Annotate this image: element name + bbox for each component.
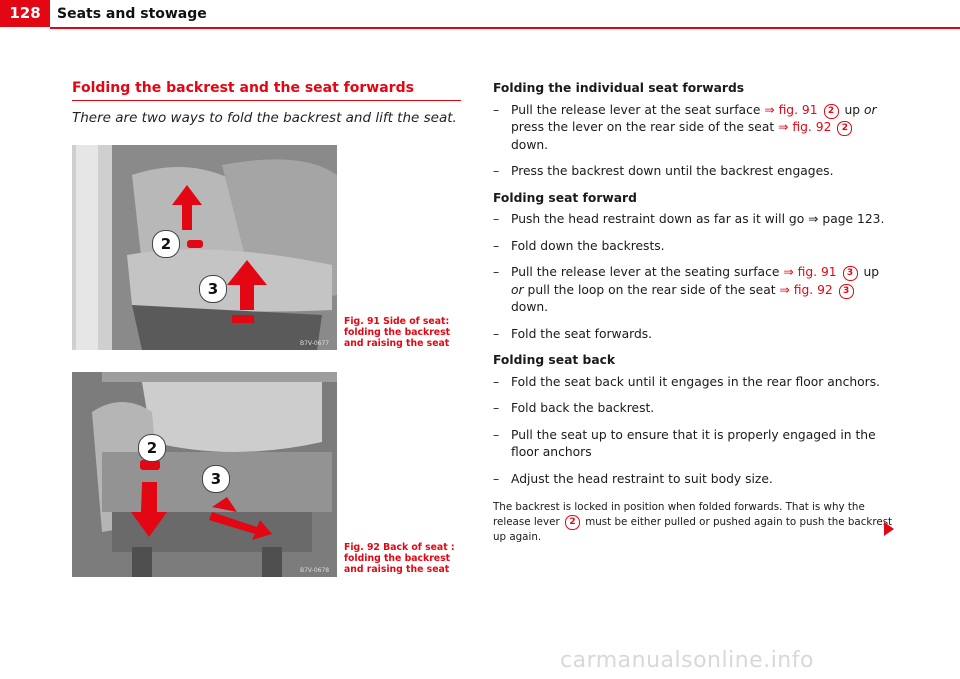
header-title: Seats and stowage: [57, 6, 207, 22]
page-link[interactable]: page 123.: [822, 212, 885, 226]
figure-92-caption: Fig. 92 Back of seat : folding the backrest and raising the seat: [344, 542, 455, 575]
callout-badge: 2: [565, 515, 580, 530]
callout-2: 2: [152, 230, 180, 258]
fig-91-link[interactable]: fig. 91: [797, 265, 837, 279]
subsection-title: Folding the individual seat forwards: [493, 81, 745, 95]
callout-2: 2: [138, 434, 166, 462]
subsection-title: Folding seat back: [493, 353, 616, 367]
step: – Pull the release lever at the seat surface ⇒ fig. 91 2 up or press the lever on the rear side of the seat ⇒ fig. 92 2 down.: [493, 102, 877, 152]
figure-91-image: [72, 145, 337, 350]
figure-92-image: [72, 372, 337, 577]
step: – Adjust the head restraint to suit body size.: [493, 471, 773, 486]
subsection-title: Folding seat forward: [493, 190, 637, 205]
callout-badge: 3: [843, 266, 858, 281]
header-rule: [50, 27, 960, 29]
figure-code: B7V-0677: [300, 340, 330, 347]
instructions-column: [493, 80, 893, 545]
fig-91-link[interactable]: fig. 91: [778, 102, 818, 117]
step: – Push the head restraint down as far as it will go ⇒ page 123.: [493, 212, 885, 226]
step: – Pull the seat up to ensure that it is properly engaged in the floor anchors: [493, 427, 876, 459]
callout-3: 3: [199, 275, 227, 303]
step: – Fold the seat forwards.: [493, 326, 653, 341]
callout-badge: 2: [837, 121, 852, 136]
note: The backrest is locked in position when folded forwards. That is why the release lever 2 must be either pulled or pushed again to push the backrest up again.: [493, 501, 893, 543]
page-number: 128: [0, 0, 50, 27]
step: – Press the backrest down until the backrest engages.: [493, 164, 834, 178]
step: – Fold down the backrests.: [493, 238, 665, 253]
step: – Fold the seat back until it engages in the rear floor anchors.: [493, 374, 881, 389]
callout-badge: 3: [839, 284, 854, 299]
continue-arrow-icon: [884, 522, 894, 536]
callout-3: 3: [202, 465, 230, 493]
step: – Fold back the backrest.: [493, 401, 655, 415]
callout-badge: 2: [824, 104, 839, 119]
step: – Pull the release lever at the seating surface ⇒ fig. 91 3 up or pull the loop on the rear side of the seat ⇒ fig. 92 3 down.: [493, 265, 880, 314]
fig-92-link[interactable]: fig. 92: [792, 120, 832, 134]
figure-code: B7V-0678: [300, 567, 330, 574]
fig-92-link[interactable]: fig. 92: [793, 282, 833, 297]
watermark: carmanualsonline.info: [560, 648, 814, 673]
section-rule: [72, 100, 461, 101]
section-intro: There are two ways to fold the backrest and lift the seat.: [72, 110, 457, 126]
figure-91-caption: Fig. 91 Side of seat: folding the backrest and raising the seat: [344, 316, 451, 349]
section-title: Folding the backrest and the seat forwards: [72, 80, 414, 96]
